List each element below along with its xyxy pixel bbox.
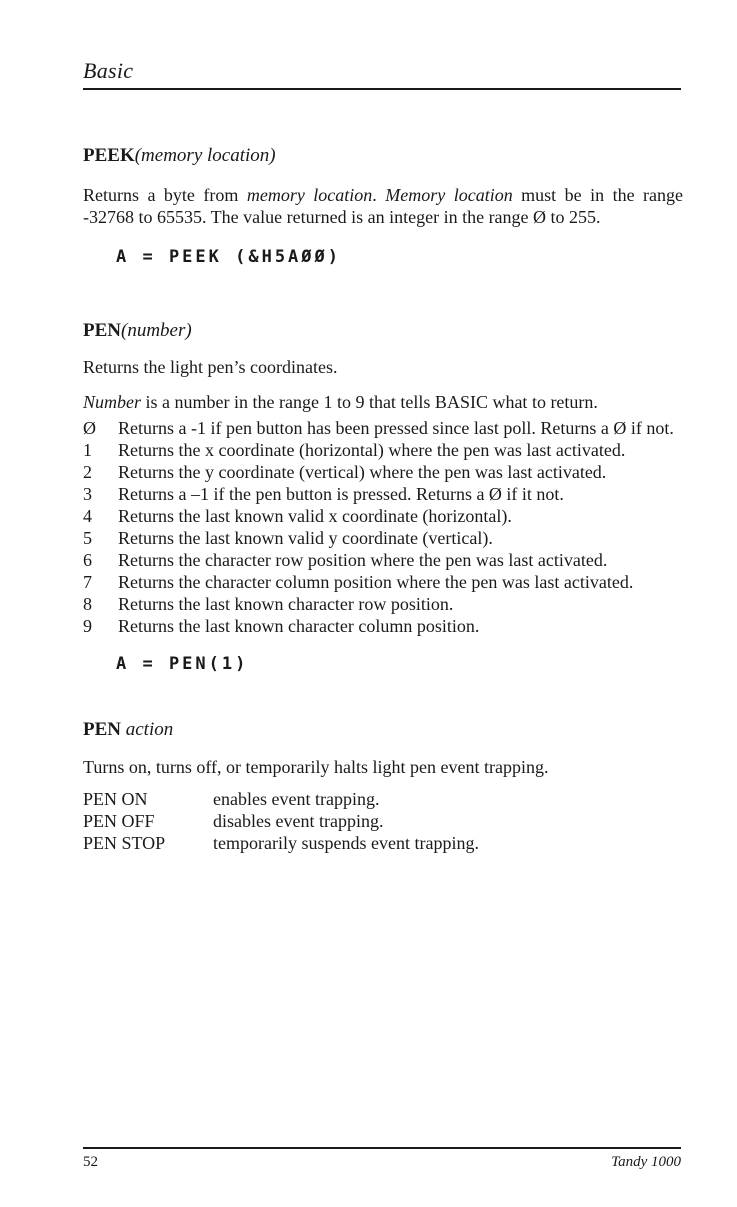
list-item	[83, 571, 683, 593]
pen-options-table	[83, 788, 683, 854]
list-item	[83, 483, 683, 505]
peek-keyword: PEEK	[83, 145, 135, 166]
option-statement: PEN ON	[83, 789, 148, 809]
list-item-desc: Returns the y coordinate (vertical) where the pen was last activated.	[118, 462, 607, 482]
list-item	[83, 417, 683, 439]
option-row	[83, 832, 683, 854]
list-item-number: 2	[83, 462, 92, 482]
list-item-desc: Returns a –1 if the pen button is pressed. Returns a Ø if it not.	[118, 484, 564, 504]
list-item-desc: Returns the last known character row position.	[118, 594, 454, 614]
footer-rule	[83, 1147, 681, 1149]
peek-example: A = PEEK (&H5AØØ)	[116, 247, 341, 267]
pen-statement-summary: Turns on, turns off, or temporarily halts light pen event trapping.	[83, 757, 549, 777]
peek-desc-term-2: Memory location	[385, 185, 513, 205]
footer-title: Tandy 1000	[611, 1154, 681, 1170]
list-item-desc: Returns the last known valid y coordinate (vertical).	[118, 528, 493, 548]
option-statement: PEN OFF	[83, 811, 155, 831]
list-item-number: 8	[83, 594, 92, 614]
list-item	[83, 615, 683, 637]
pen-values-list	[83, 417, 683, 637]
pen-statement-argument: action	[125, 719, 174, 740]
list-item-number: 6	[83, 550, 92, 570]
pen-function-number-desc	[83, 391, 683, 413]
list-item-number: 4	[83, 506, 92, 526]
list-item-desc: Returns the last known valid x coordinate (horizontal).	[118, 506, 512, 526]
peek-desc-term-1: memory location	[246, 185, 373, 205]
list-item	[83, 527, 683, 549]
peek-heading	[83, 145, 683, 167]
list-item-number: 5	[83, 528, 92, 548]
peek-desc-text-2: .	[372, 185, 386, 205]
option-statement: PEN STOP	[83, 833, 166, 853]
list-item-desc: Returns the character column position where the pen was last activated.	[118, 572, 634, 592]
peek-entry	[83, 145, 683, 268]
pen-number-text: is a number in the range 1 to 9 that tells BASIC what to return.	[141, 392, 598, 412]
list-item	[83, 461, 683, 483]
list-item	[83, 505, 683, 527]
option-desc: temporarily suspends event trapping.	[213, 833, 479, 853]
peek-description	[83, 184, 683, 228]
peek-argument: (memory location)	[134, 145, 276, 166]
pen-function-entry	[83, 320, 683, 675]
pen-function-example: A = PEN(1)	[116, 654, 249, 674]
list-item-desc: Returns the character row position where the pen was last activated.	[118, 550, 608, 570]
pen-function-heading	[83, 320, 683, 342]
option-row	[83, 810, 683, 832]
option-row	[83, 788, 683, 810]
list-item-number: 1	[83, 440, 92, 460]
page-body	[83, 145, 683, 854]
list-item-desc: Returns the x coordinate (horizontal) where the pen was last activated.	[118, 440, 626, 460]
pen-statement-entry	[83, 719, 683, 854]
manual-page	[83, 0, 683, 1207]
pen-function-summary: Returns the light pen’s coordinates.	[83, 357, 338, 377]
list-item	[83, 439, 683, 461]
list-item-desc: Returns the last known character column position.	[118, 616, 480, 636]
list-item-number: Ø	[83, 418, 96, 438]
peek-desc-text-3: must be in the range -32768 to 65535. The value returned is an integer in the range Ø to 255.	[83, 185, 684, 227]
pen-function-argument: (number)	[121, 320, 192, 341]
page-number: 52	[83, 1154, 98, 1170]
list-item-number: 9	[83, 616, 92, 636]
list-item-number: 7	[83, 572, 92, 592]
pen-statement-keyword: PEN	[83, 719, 121, 740]
peek-desc-text-1: Returns a byte from	[83, 185, 247, 205]
running-head: Basic	[83, 58, 134, 83]
pen-number-term: Number	[83, 392, 141, 412]
list-item	[83, 549, 683, 571]
list-item-number: 3	[83, 484, 92, 504]
header-rule	[83, 88, 681, 90]
option-desc: disables event trapping.	[213, 811, 384, 831]
pen-function-keyword: PEN	[83, 320, 121, 341]
pen-statement-heading	[83, 719, 683, 741]
option-desc: enables event trapping.	[213, 789, 380, 809]
list-item	[83, 593, 683, 615]
list-item-desc: Returns a -1 if pen button has been pressed since last poll. Returns a Ø if not.	[118, 418, 674, 438]
